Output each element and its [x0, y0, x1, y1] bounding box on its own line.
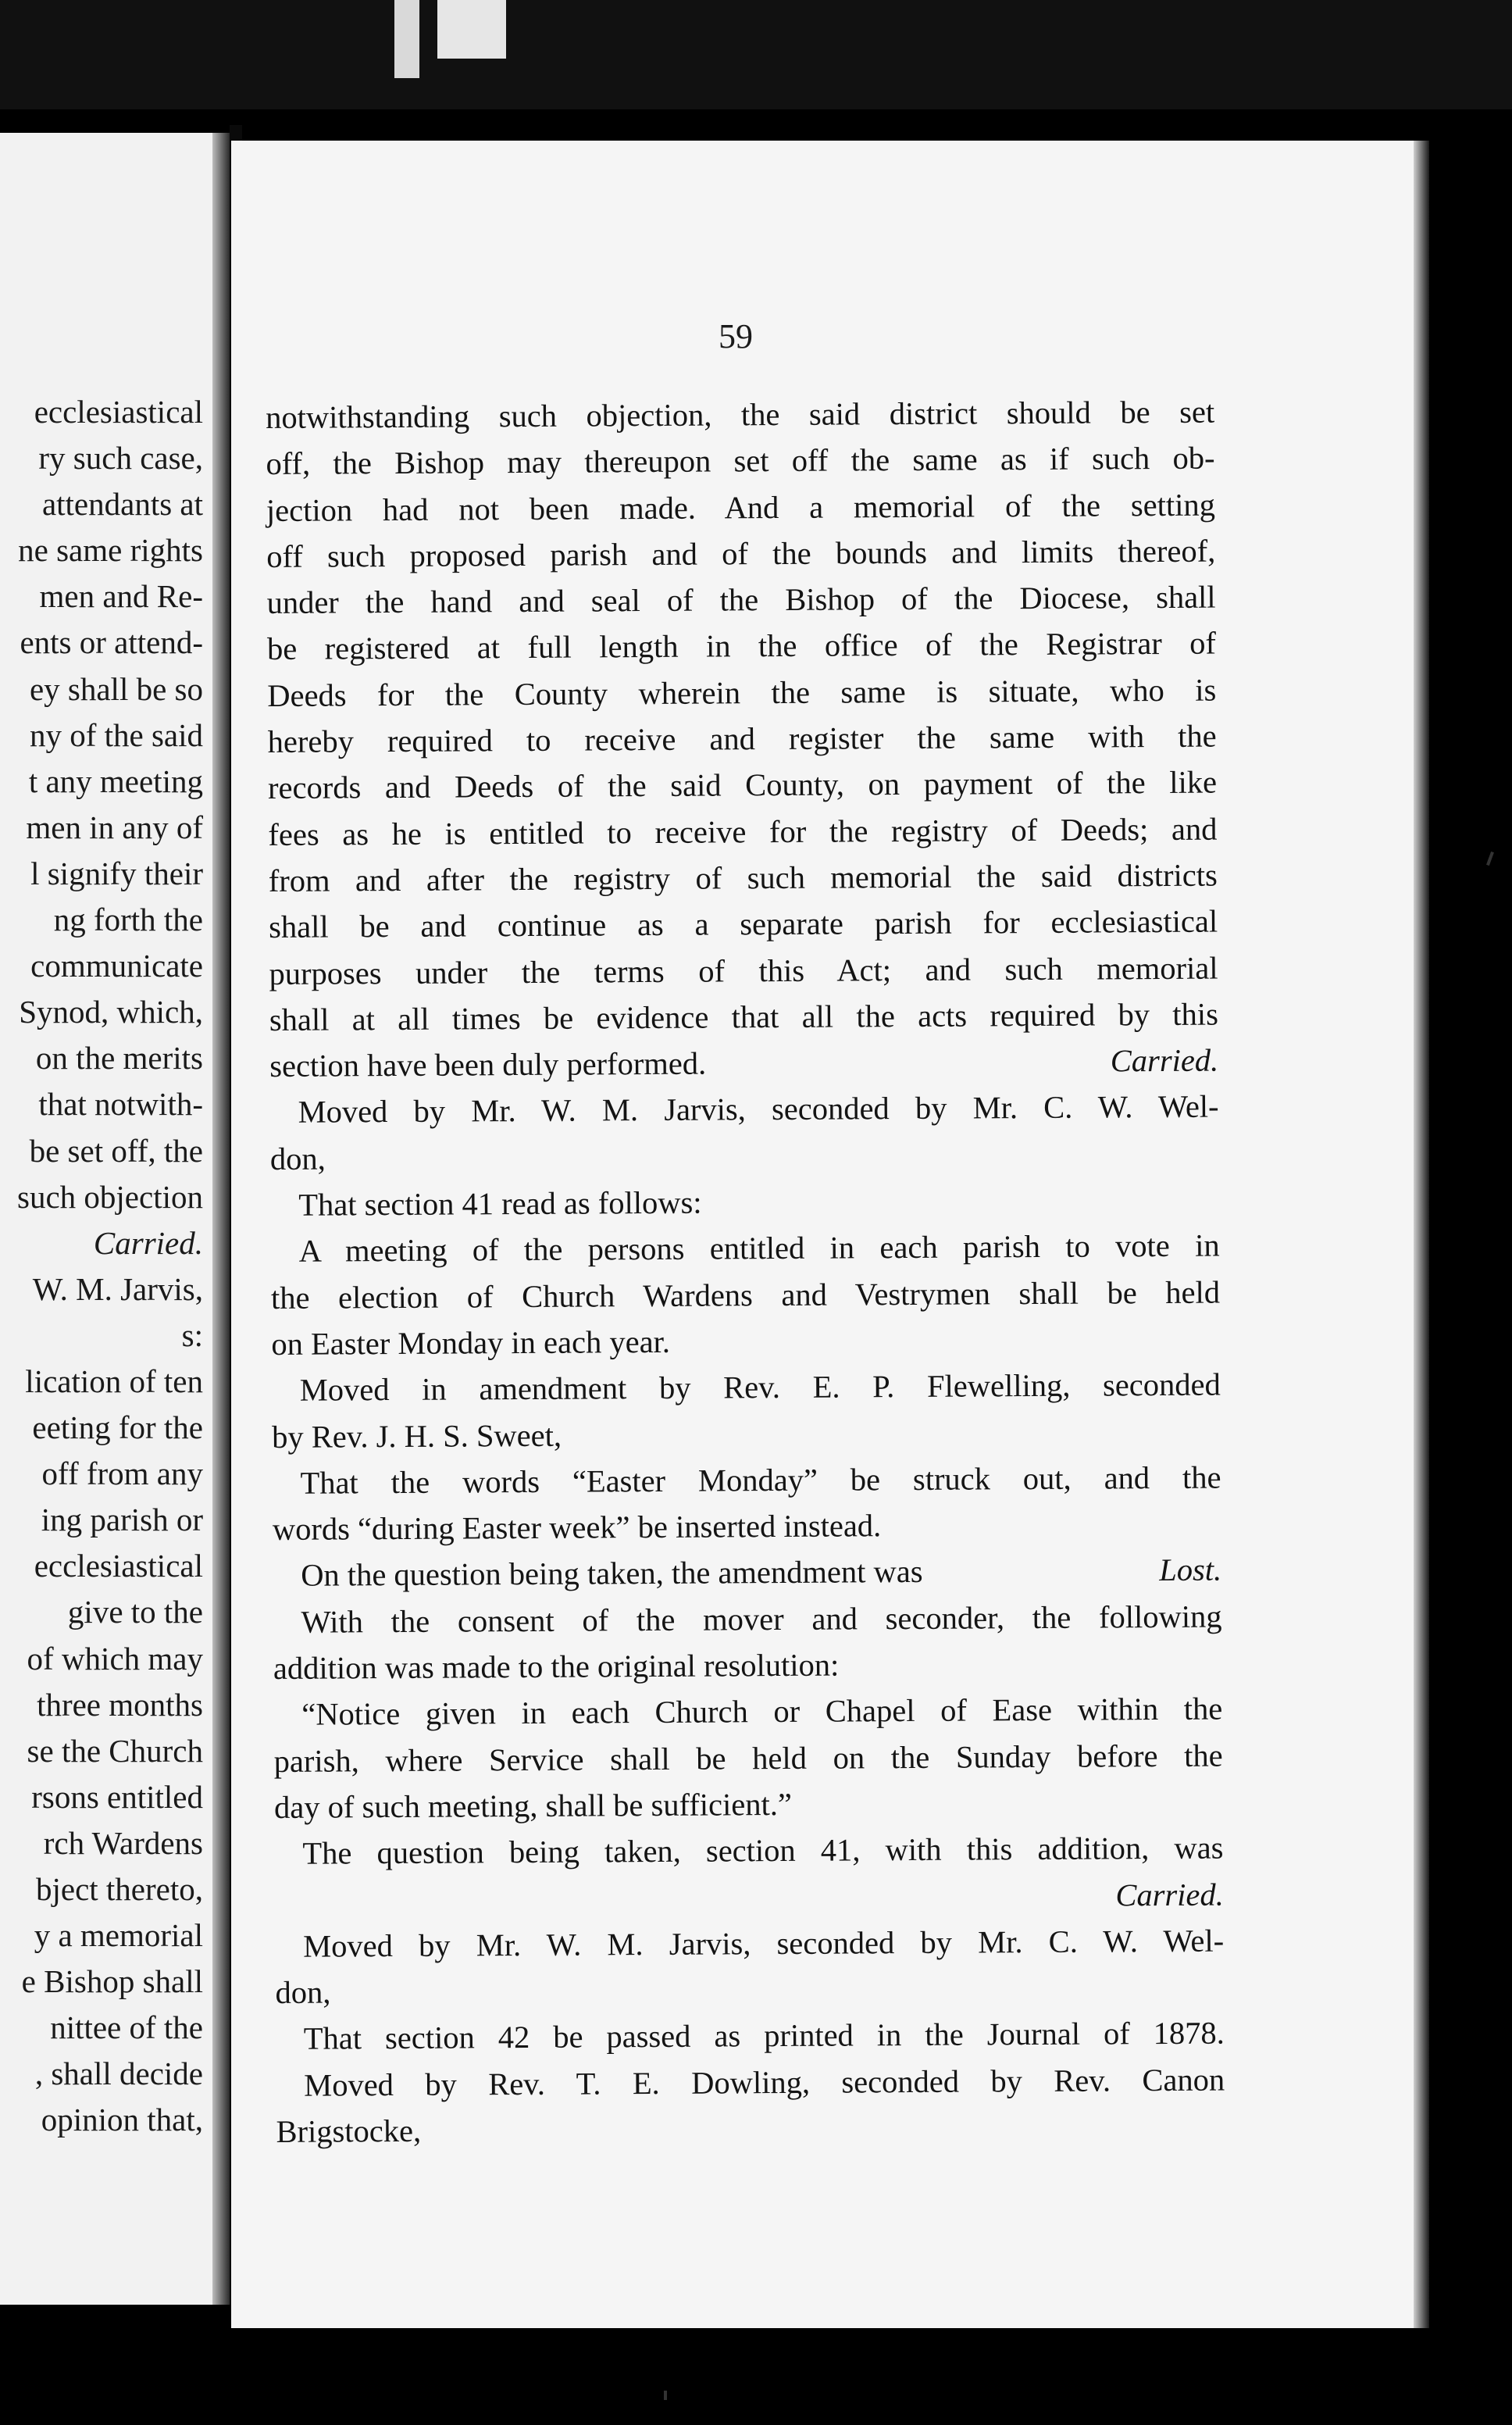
text-line: day of such meeting, shall be sufficient.” — [273, 1786, 792, 1825]
text-line: opinion that, — [41, 2102, 203, 2138]
text-line: parish, where Service shall be held on the Sunday before the — [273, 1738, 1223, 1779]
text-line: ng forth the — [53, 902, 203, 938]
text-line: eeting for the — [32, 1409, 203, 1446]
scan-speck — [664, 2391, 667, 2400]
text-line: off from any — [41, 1455, 203, 1492]
text-line: Moved by Mr. W. M. Jarvis, seconded by Mr. C. W. Wel- — [298, 1089, 1219, 1130]
text-line: lication of ten — [25, 1362, 203, 1399]
text-line: be set off, the — [29, 1132, 203, 1169]
text-line: Moved by Rev. T. E. Dowling, seconded by Rev. Canon — [304, 2062, 1225, 2103]
page-edge-shadow — [1414, 141, 1429, 2328]
text-line: such objection — [17, 1178, 203, 1215]
text-line: jection had not been made. And a memorial of the setting — [266, 487, 1216, 528]
text-line: ry such case, — [38, 440, 203, 477]
text-line: Moved by Mr. W. M. Jarvis, seconded by Mr. C. W. Wel- — [302, 1923, 1225, 1964]
text-line: ny of the said — [29, 716, 203, 753]
text-line: communicate — [30, 948, 203, 984]
text-line: W. M. Jarvis, — [32, 1270, 203, 1307]
page-number: 59 — [719, 317, 753, 355]
text-line: don, — [275, 1974, 331, 2011]
text-line: ents or attend- — [20, 624, 203, 661]
text-line: e Bishop shall — [21, 1963, 203, 2000]
text-line: give to the — [67, 1594, 203, 1630]
text-line: fees as he is entitled to receive for the registry of Deeds; and — [268, 811, 1218, 852]
text-line-with-verdict — [269, 1038, 1218, 1090]
text-line: by Rev. J. H. S. Sweet, — [272, 1417, 562, 1455]
text-line: on Easter Monday in each year. — [271, 1323, 671, 1362]
previous-page-fragment — [0, 133, 226, 2305]
text-line: ey shall be so — [29, 670, 203, 707]
text-line: That section 42 be passed as printed in the Journal of 1878. — [303, 2015, 1225, 2057]
text-line: of which may — [27, 1640, 203, 1677]
text-line: three months — [37, 1686, 203, 1723]
text-line: A meeting of the persons entitled in each parish to vote in — [298, 1227, 1220, 1270]
scan-tab-artifact — [394, 0, 419, 78]
text-line: The question being taken, section 41, with this addition, was — [302, 1830, 1224, 1871]
text-line: nittee of the — [50, 2009, 203, 2046]
text-line: don, — [269, 1141, 326, 1177]
text-line: attendants at — [41, 486, 203, 523]
text-line-with-verdict — [273, 1547, 1221, 1599]
text-line: addition was made to the original resolution: — [273, 1647, 840, 1686]
carried-label: Carried. — [1115, 1877, 1224, 1912]
text-line: That section 41 read as follows: — [298, 1184, 702, 1223]
text-line: rsons entitled — [31, 1778, 203, 1815]
text-line: ne same rights — [18, 532, 203, 569]
text-line: Synod, which, — [19, 994, 203, 1030]
text-line: l signify their — [30, 855, 203, 891]
text-line: ecclesiastical — [34, 394, 203, 430]
text-line: shall be and continue as a separate parish for ecclesiastical — [269, 903, 1218, 945]
text-line: men and Re- — [39, 578, 203, 615]
text-line: ecclesiastical — [34, 1548, 203, 1584]
text-line: bject thereto, — [35, 1871, 203, 1907]
page-body-text — [266, 389, 1225, 2155]
text-line: t any meeting — [28, 762, 203, 799]
carried-label: Carried. — [1110, 1042, 1219, 1079]
text-line: ing parish or — [41, 1502, 203, 1538]
text-line: With the consent of the mover and seconder, the following — [301, 1598, 1222, 1640]
text-line: Deeds for the County wherein the same is situate, who is — [267, 672, 1217, 713]
text-line: rch Wardens — [43, 1824, 203, 1861]
text-line: se the Church — [27, 1732, 203, 1769]
page-gutter-shadow — [212, 133, 230, 2305]
text-line: On the question being taken, the amendment was — [301, 1554, 923, 1594]
text-line: the election of Church Wardens and Vestrymen shall be held — [270, 1274, 1221, 1316]
text-line: from and after the registry of such memorial the said districts — [268, 857, 1218, 898]
scan-speck — [1486, 852, 1494, 866]
text-line: off, the Bishop may thereupon set off the same as if such ob- — [266, 440, 1215, 482]
text-line: that notwith- — [38, 1086, 203, 1123]
lost-label: Lost. — [1159, 1552, 1222, 1588]
text-line: Moved in amendment by Rev. E. P. Flewelling, seconded — [299, 1366, 1221, 1408]
text-line: y a memorial — [34, 1917, 203, 1954]
text-line: hereby required to receive and register the same with the — [267, 718, 1217, 760]
text-line: shall at all times be evidence that all the acts required by this — [269, 996, 1219, 1038]
text-line: section have been duly performed. — [269, 1045, 707, 1084]
text-line: purposes under the terms of this Act; and such memorial — [269, 950, 1218, 991]
text-line: “Notice given in each Church or Chapel of Ease within the — [301, 1691, 1223, 1733]
text-line: be registered at full length in the office of the Registrar of — [266, 626, 1217, 667]
scan-top-band — [0, 0, 1512, 109]
scan-tab-artifact — [437, 0, 506, 59]
carried-label: Carried. — [93, 1224, 203, 1261]
text-line: notwithstanding such objection, the said district should be set — [266, 394, 1215, 435]
text-line: off such proposed parish and of the bounds and limits thereof, — [266, 533, 1216, 574]
text-line: s: — [181, 1316, 203, 1353]
text-line: , shall decide — [34, 2055, 203, 2092]
text-line: under the hand and seal of the Bishop of the Diocese, shall — [266, 579, 1216, 621]
text-line: men in any of — [26, 809, 203, 845]
previous-page-text — [17, 389, 203, 2144]
text-line: That the words “Easter Monday” be struck out, and the — [300, 1459, 1221, 1501]
text-line: records and Deeds of the said County, on payment of the like — [267, 764, 1218, 806]
text-line: on the merits — [35, 1040, 203, 1077]
text-line: words “during Easter week” be inserted instead. — [272, 1508, 882, 1548]
text-line: Brigstocke, — [276, 2112, 422, 2149]
